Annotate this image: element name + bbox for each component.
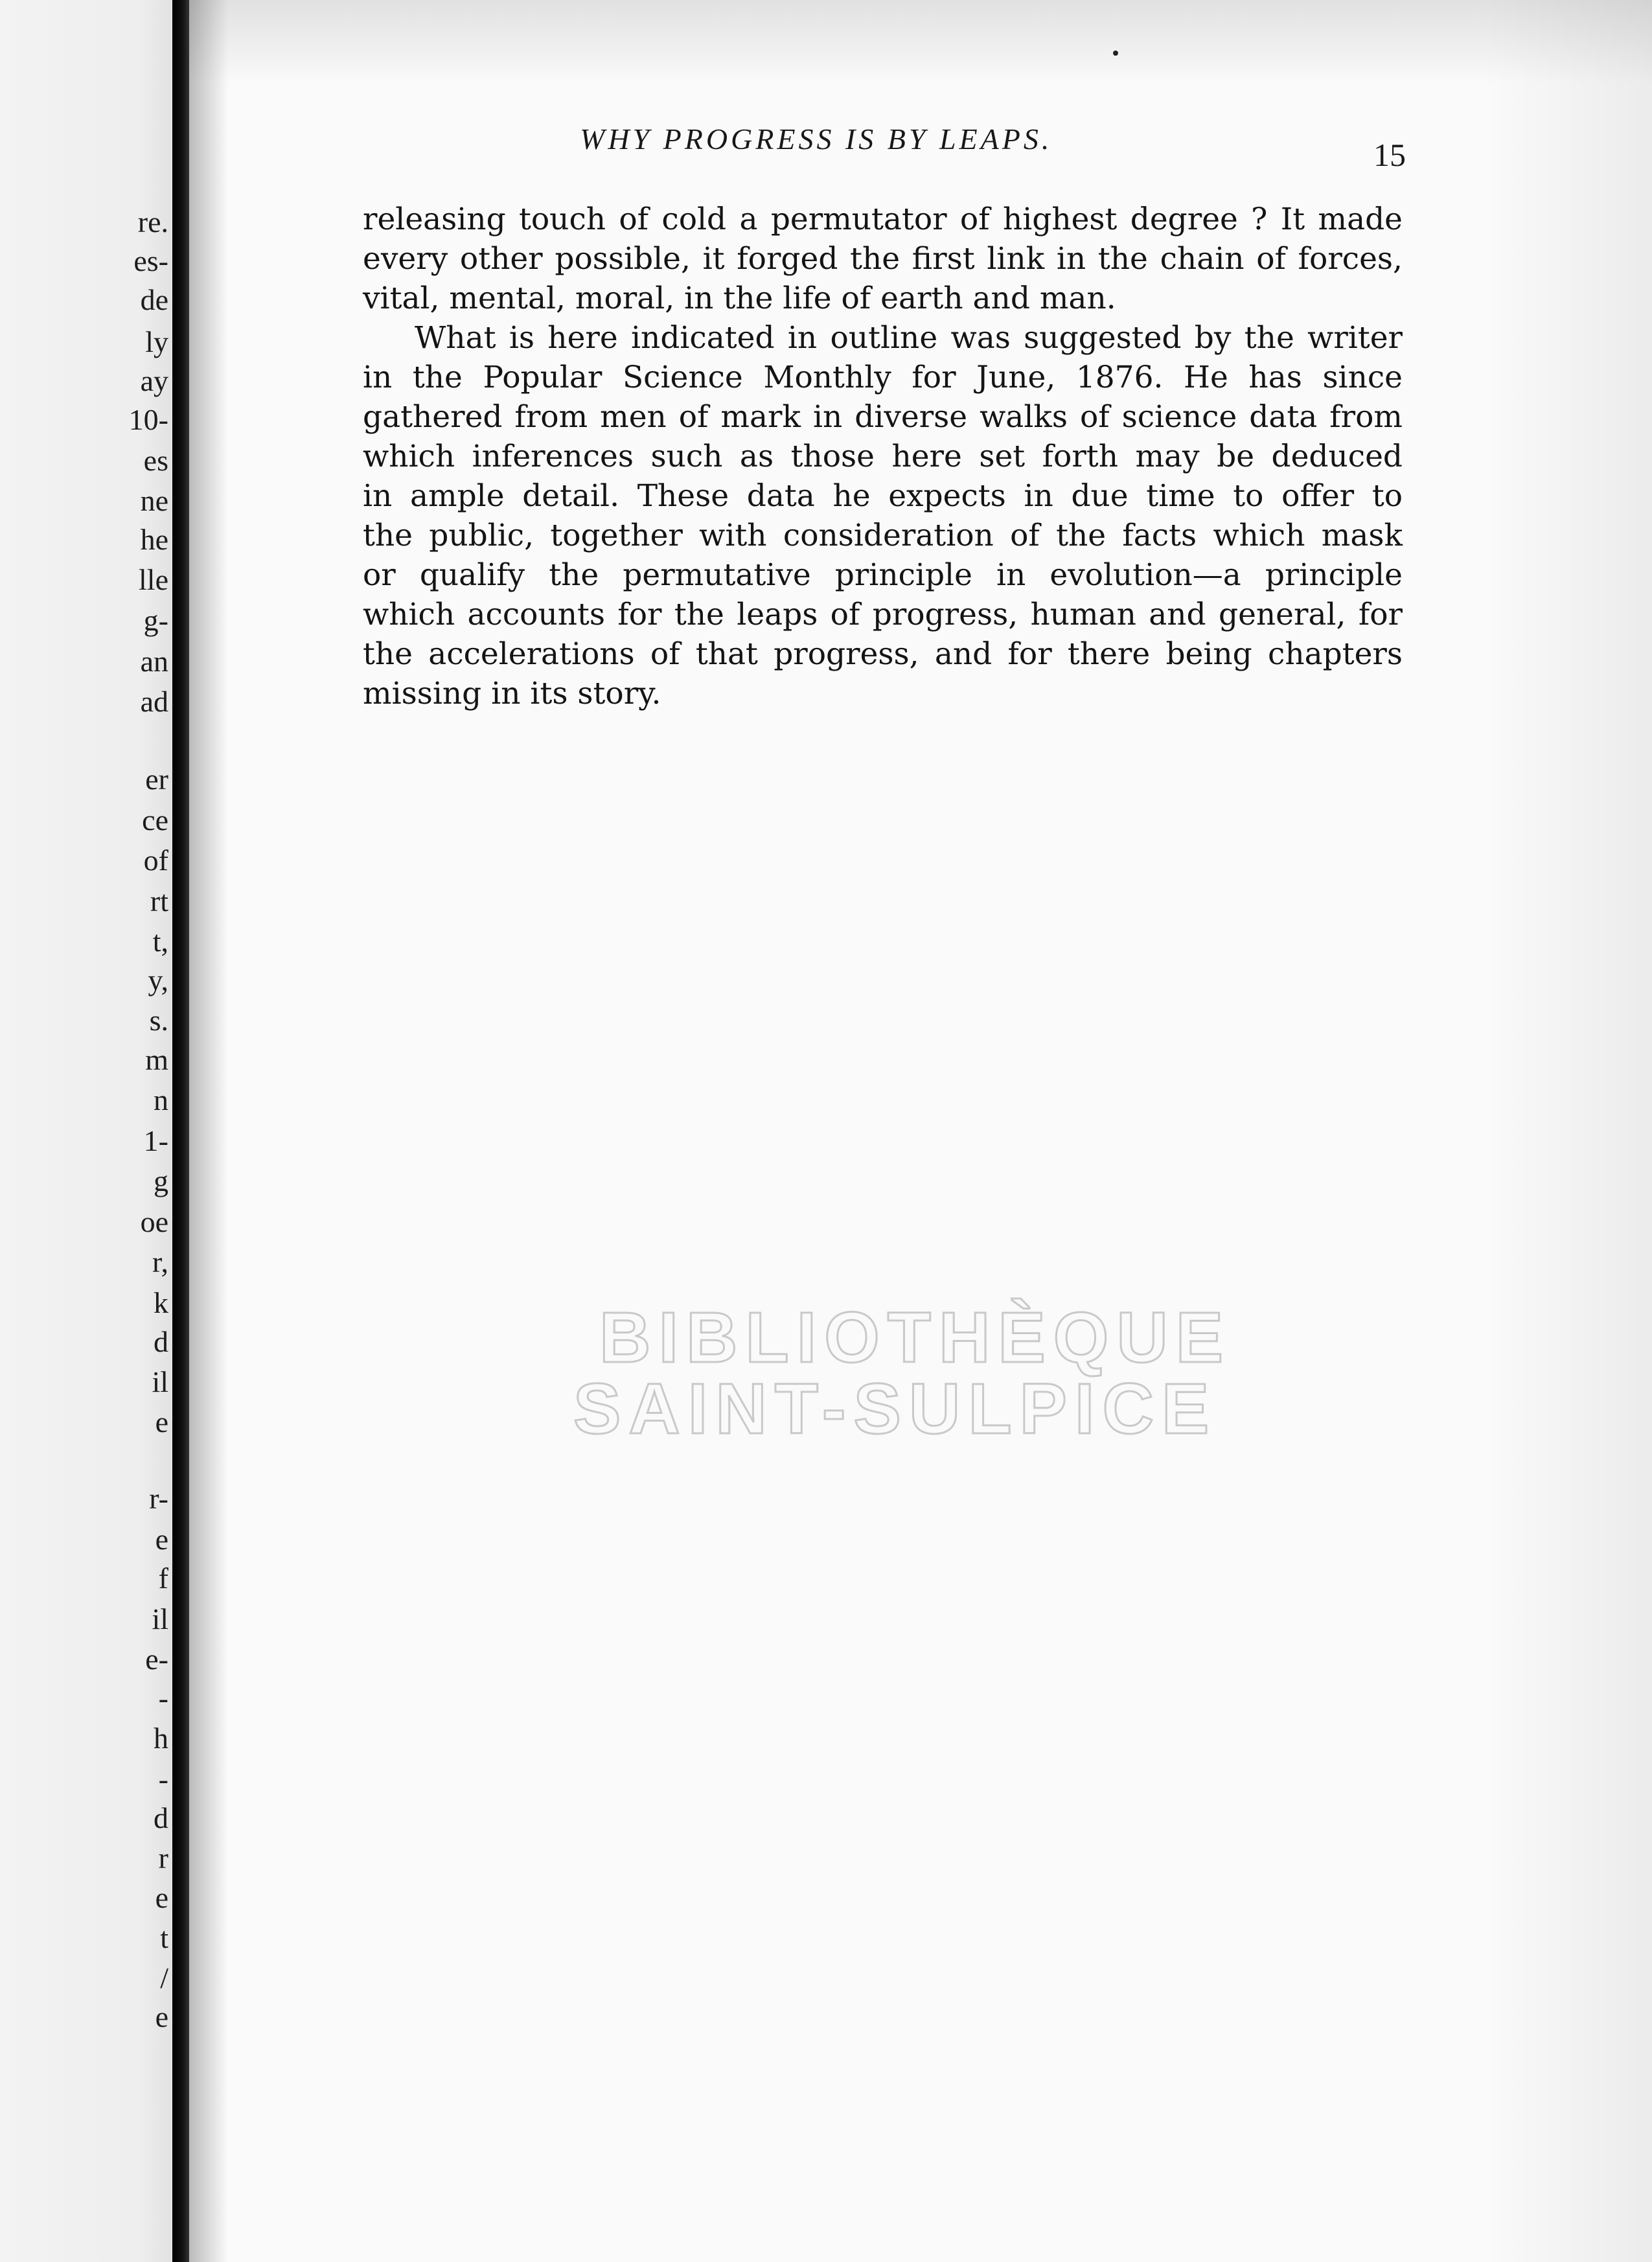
facing-page-fragment: d	[154, 1801, 168, 1834]
page-number: 15	[1373, 137, 1406, 173]
facing-page-fragment: r-	[149, 1482, 168, 1515]
facing-page-fragment: e-	[145, 1643, 168, 1676]
facing-page-fragment: il	[152, 1602, 168, 1635]
facing-page-fragment: e	[155, 1405, 168, 1438]
ink-speck	[1113, 51, 1118, 56]
right-edge-shade	[1484, 0, 1652, 2262]
facing-page-fragment: g-	[143, 604, 168, 637]
facing-page-fragment: -	[158, 1681, 168, 1714]
text-line: in ample detail. These data he expects in due time to offer to	[363, 478, 1403, 514]
facing-page-fragment: h	[154, 1722, 168, 1755]
text-line: releasing touch of cold a permutator of highest degree ? It made	[363, 202, 1403, 237]
facing-page-fragment: ce	[142, 803, 168, 837]
facing-page-fragment: n	[154, 1083, 168, 1116]
text-line: every other possible, it forged the first link in the chain of forces,	[363, 241, 1403, 277]
text-line: the accelerations of that progress, and for there being chapters	[363, 636, 1403, 672]
facing-page-fragment: oe	[140, 1205, 168, 1238]
facing-page-fragment: of	[143, 844, 168, 877]
facing-page-fragment: an	[140, 645, 168, 678]
stamp-line-2: SAINT-SULPICE	[573, 1369, 1217, 1449]
facing-page-fragment: 10-	[128, 403, 168, 436]
facing-page-fragment: de	[140, 283, 168, 316]
facing-page-fragment: rt	[150, 884, 168, 917]
text-line: vital, mental, moral, in the life of earth and man.	[363, 281, 1116, 316]
facing-page-fragment: ne	[140, 484, 168, 517]
book-gutter	[172, 0, 189, 2262]
text-line: in the Popular Science Monthly for June, 1876. He has since	[363, 360, 1403, 395]
facing-page-fragment: r,	[152, 1245, 168, 1278]
facing-page-fragment: re.	[137, 205, 168, 238]
facing-page-fragment: es-	[133, 244, 168, 277]
facing-page-fragment: y,	[148, 964, 168, 997]
facing-page-edge	[0, 0, 172, 2262]
facing-page-fragment: f	[158, 1562, 168, 1595]
paragraph-1	[363, 200, 1403, 318]
facing-page-fragment: il	[152, 1365, 168, 1398]
running-head: WHY PROGRESS IS BY LEAPS.	[580, 122, 1053, 156]
facing-page-fragment: -	[158, 1762, 168, 1795]
facing-page-fragment: er	[145, 763, 168, 796]
text-line: which inferences such as those here set forth may be deduced	[363, 439, 1403, 474]
stamp-line-1: BIBLIOTHÈQUE	[599, 1298, 1232, 1378]
facing-page-fragment: m	[145, 1043, 168, 1076]
facing-page-fragment: e	[155, 2000, 168, 2033]
facing-page-fragment: he	[140, 523, 168, 556]
text-line: the public, together with consideration of the facts which mask	[363, 518, 1403, 553]
text-line: missing in its story.	[363, 676, 661, 711]
facing-page-fragment: ad	[140, 685, 168, 718]
facing-page-fragment: t	[160, 1921, 168, 1954]
facing-page-fragment: /	[160, 1961, 168, 1994]
facing-page-fragment: e	[155, 1523, 168, 1556]
text-line: or qualify the permutative principle in evolution—a principle	[363, 557, 1403, 593]
text-line: What is here indicated in outline was suggested by the writer	[415, 320, 1403, 356]
facing-page-fragment: ay	[140, 364, 168, 397]
facing-page-fragment: k	[154, 1286, 168, 1319]
facing-page-fragment: r	[158, 1841, 168, 1875]
gutter-shadow	[189, 0, 228, 2262]
facing-page-fragment: s.	[149, 1004, 168, 1037]
facing-page-fragment: lle	[139, 563, 168, 596]
facing-page-fragment: g	[154, 1164, 168, 1197]
library-perforated-stamp	[573, 1298, 1232, 1449]
paragraph-2	[363, 318, 1403, 713]
facing-page-fragment: ly	[145, 325, 168, 358]
facing-page-fragment: t,	[152, 925, 168, 958]
facing-page-fragment: e	[155, 1881, 168, 1914]
facing-page-fragment: es	[143, 444, 168, 477]
body-text	[363, 200, 1403, 713]
facing-page-fragment: 1-	[143, 1124, 168, 1157]
text-line: gathered from men of mark in diverse walks of science data from	[363, 399, 1403, 435]
text-line: which accounts for the leaps of progress, human and general, for	[363, 597, 1403, 632]
facing-page-fragment: d	[154, 1325, 168, 1358]
top-edge-shade	[189, 0, 1652, 84]
